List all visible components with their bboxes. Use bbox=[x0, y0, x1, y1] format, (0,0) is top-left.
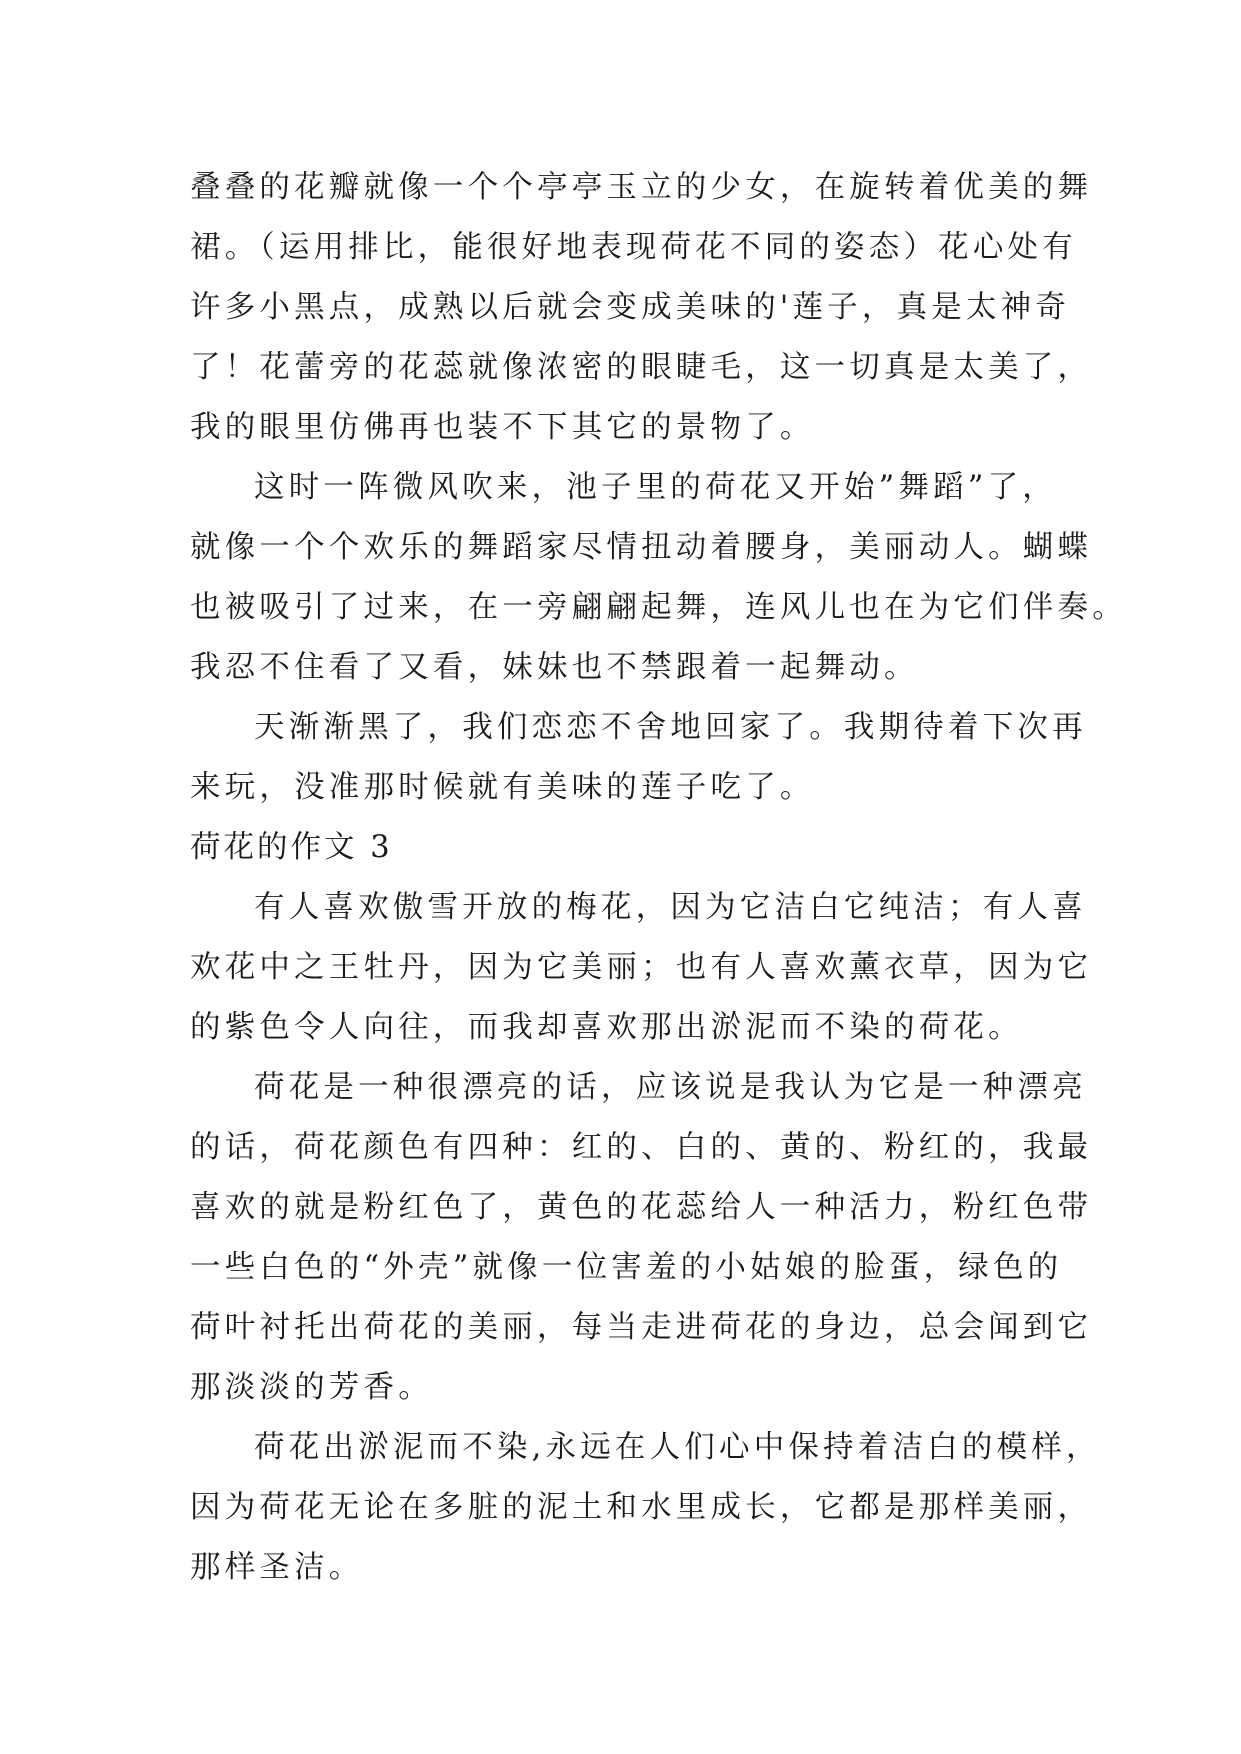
text-line: 也被吸引了过来，在一旁翩翩起舞，连风儿也在为它们伴奏。 bbox=[190, 590, 1127, 625]
paragraph-start-line: 荷花是一种很漂亮的话，应该说是我认为它是一种漂亮 bbox=[254, 1070, 1087, 1105]
text-line: 欢花中之王牡丹，因为它美丽；也有人喜欢薰衣草，因为它 bbox=[190, 950, 1093, 985]
paragraph-start-line: 天渐渐黑了，我们恋恋不舍地回家了。我期待着下次再 bbox=[254, 710, 1087, 745]
paragraph-start-line: 荷花出淤泥而不染,永远在人们心中保持着洁白的模样， bbox=[254, 1430, 1101, 1465]
text-line: 叠叠的花瓣就像一个个亭亭玉立的少女，在旋转着优美的舞 bbox=[190, 170, 1093, 205]
text-line: 我忍不住看了又看，妹妹也不禁跟着一起舞动。 bbox=[190, 650, 919, 685]
text-line: 一些白色的“外壳”就像一位害羞的小姑娘的脸蛋，绿色的 bbox=[190, 1250, 1063, 1285]
text-line: 裙。（运用排比，能很好地表现荷花不同的姿态）花心处有 bbox=[190, 230, 1077, 265]
paragraph-start-line: 这时一阵微风吹来，池子里的荷花又开始”舞蹈”了， bbox=[254, 470, 1057, 505]
document-page bbox=[190, 158, 1127, 1598]
text-line: 的紫色令人向往，而我却喜欢那出淤泥而不染的荷花。 bbox=[190, 1010, 1023, 1045]
text-line: 就像一个个欢乐的舞蹈家尽情扭动着腰身，美丽动人。蝴蝶 bbox=[190, 530, 1093, 565]
text-line: 那淡淡的芳香。 bbox=[190, 1370, 433, 1405]
text-line: 喜欢的就是粉红色了，黄色的花蕊给人一种活力，粉红色带 bbox=[190, 1190, 1093, 1225]
text-line: 了！花蕾旁的花蕊就像浓密的眼睫毛，这一切真是太美了， bbox=[190, 350, 1093, 385]
text-line: 许多小黑点，成熟以后就会变成美味的'莲子，真是太神奇 bbox=[190, 290, 1071, 325]
paragraph-start-line: 有人喜欢傲雪开放的梅花，因为它洁白它纯洁；有人喜 bbox=[254, 890, 1087, 925]
text-line: 来玩，没准那时候就有美味的莲子吃了。 bbox=[190, 770, 815, 805]
text-line: 的话，荷花颜色有四种：红的、白的、黄的、粉红的，我最 bbox=[190, 1130, 1093, 1165]
section-heading: 荷花的作文 3 bbox=[190, 830, 393, 865]
text-line: 我的眼里仿佛再也装不下其它的景物了。 bbox=[190, 410, 815, 445]
text-line: 那样圣洁。 bbox=[190, 1550, 364, 1585]
text-line: 荷叶衬托出荷花的美丽，每当走进荷花的身边，总会闻到它 bbox=[190, 1310, 1093, 1345]
text-line: 因为荷花无论在多脏的泥土和水里成长，它都是那样美丽， bbox=[190, 1490, 1093, 1525]
